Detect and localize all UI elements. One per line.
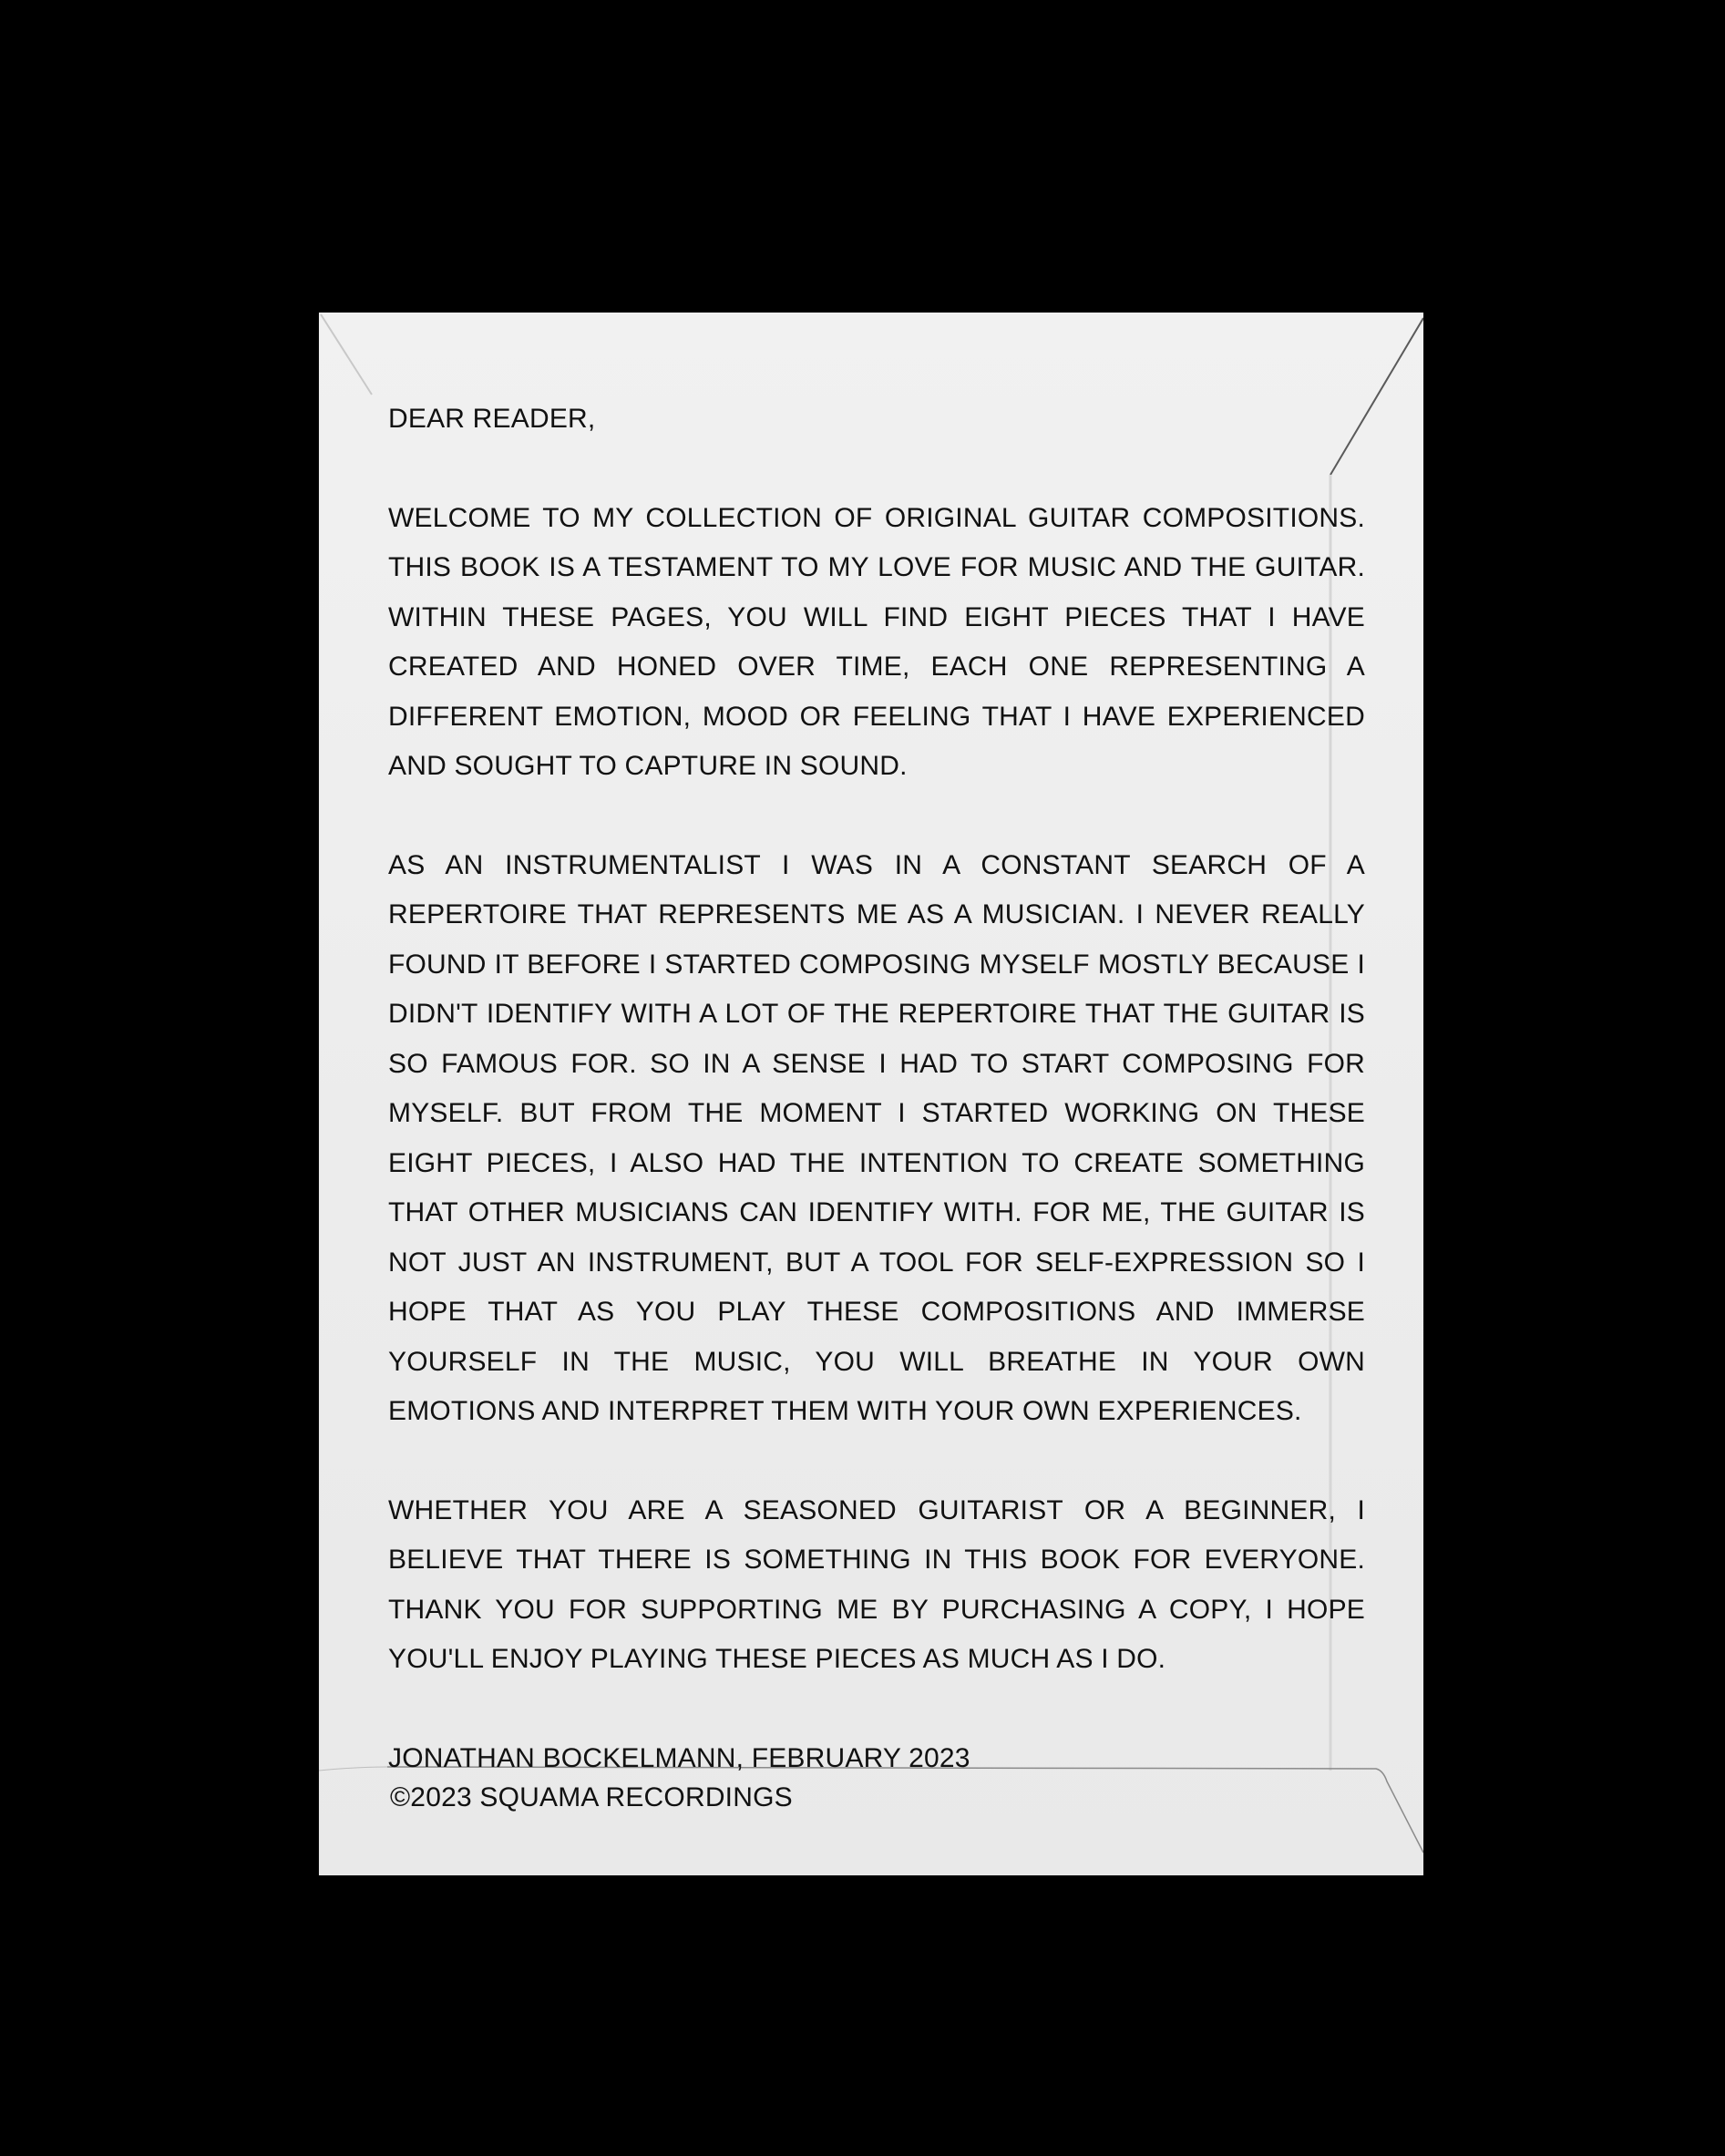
letter-signature: JONATHAN BOCKELMANN, FEBRUARY 2023 [388,1742,970,1773]
letter-paragraph-3: WHETHER YOU ARE A SEASONED GUITARIST OR A BEGINNER, I BELIEVE THAT THERE IS SOMETHING IN THIS BOOK FOR EVERYONE. THANK YOU FOR SUPPORTING ME BY PURCHASING A COPY, I HOPE YOU'LL ENJOY PLAYING THESE PIECES AS MUCH AS I DO. [388,1494,1365,1674]
letter-paragraph-2: AS AN INSTRUMENTALIST I WAS IN A CONSTANT SEARCH OF A REPERTOIRE THAT REPRESENTS ME AS A MUSICIAN. I NEVER REALLY FOUND IT BEFORE I STARTED COMPOSING MYSELF MOSTLY BECAUSE I DIDN'T IDENTIFY WITH A LOT OF THE REPERTOIRE THAT THE GUITAR IS SO FAMOUS FOR. SO IN A SENSE I HAD TO START COMPOSING FOR MYSELF. BUT FROM THE MOMENT I STARTED WORKING ON THESE EIGHT PIECES, I ALSO HAD THE INTENTION TO CREATE SOMETHING THAT OTHER MUSICIANS CAN IDENTIFY WITH. FOR ME, THE GUITAR IS NOT JUST AN INSTRUMENT, BUT A TOOL FOR SELF-EXPRESSION SO I HOPE THAT AS YOU PLAY THESE COMPOSITIONS AND IMMERSE YOURSELF IN THE MUSIC, YOU WILL BREATHE IN YOUR OWN EMOTIONS AND INTERPRET THEM WITH YOUR OWN EXPERIENCES. [388,849,1365,1426]
letter-body [388,395,1365,1783]
envelope-back [319,313,1423,1875]
copyright-notice: ©2023 SQUAMA RECORDINGS [390,1782,793,1812]
letter-paragraph-1: WELCOME TO MY COLLECTION OF ORIGINAL GUITAR COMPOSITIONS. THIS BOOK IS A TESTAMENT TO MY LOVE FOR MUSIC AND THE GUITAR. WITHIN THESE PAGES, YOU WILL FIND EIGHT PIECES THAT I HAVE CREATED AND HONED OVER TIME, EACH ONE REPRESENTING A DIFFERENT EMOTION, MOOD OR FEELING THAT I HAVE EXPERIENCED AND SOUGHT TO CAPTURE IN SOUND. [388,502,1365,781]
letter-salutation: DEAR READER, [388,404,596,434]
